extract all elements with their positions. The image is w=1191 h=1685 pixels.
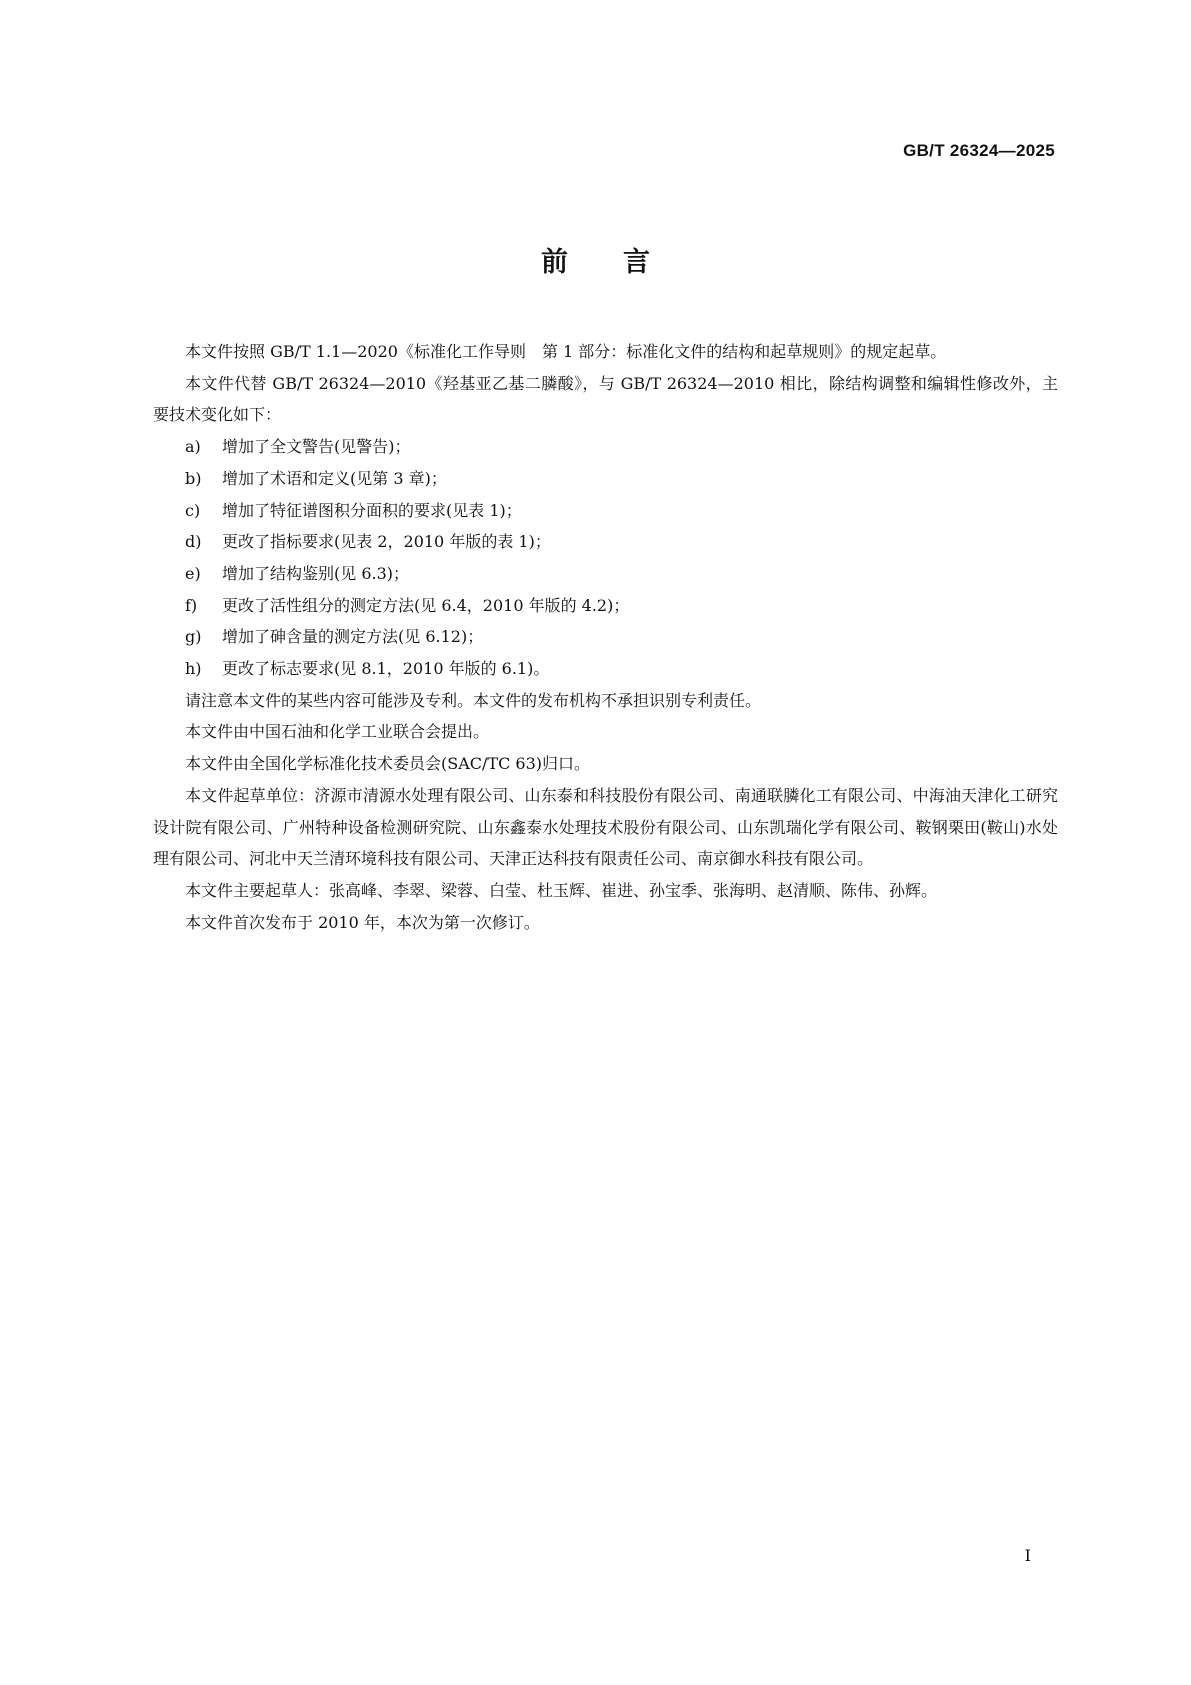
changes-list bbox=[153, 431, 1058, 685]
paragraph-drafters: 本文件主要起草人：张高峰、李翠、梁蓉、白莹、杜玉辉、崔进、孙宝季、张海明、赵清顺、陈伟、孙辉。 bbox=[185, 880, 938, 900]
list-item-text: 增加了结构鉴别(见 6.3)； bbox=[222, 563, 410, 583]
paragraph-patent-notice: 请注意本文件的某些内容可能涉及专利。本文件的发布机构不承担识别专利责任。 bbox=[185, 690, 762, 710]
list-item bbox=[153, 590, 1058, 622]
list-item-text: 增加了全文警告(见警告)； bbox=[222, 437, 411, 457]
list-marker: h) bbox=[185, 659, 202, 679]
standard-number: GB/T 26324—2025 bbox=[903, 141, 1055, 160]
page-number: I bbox=[1024, 1546, 1031, 1565]
list-item-text: 更改了标志要求(见 8.1，2010 年版的 6.1)。 bbox=[222, 659, 550, 679]
paragraph-proposer: 本文件由中国石油和化学工业联合会提出。 bbox=[185, 722, 490, 742]
list-item-text: 更改了指标要求(见表 2，2010 年版的表 1)； bbox=[222, 532, 551, 552]
list-item bbox=[153, 621, 1058, 653]
list-item-text: 增加了术语和定义(见第 3 章)； bbox=[222, 468, 447, 488]
list-marker: b) bbox=[185, 468, 202, 488]
list-item bbox=[153, 431, 1058, 463]
paragraph-replacement: 本文件代替 GB/T 26324—2010《羟基亚乙基二膦酸》，与 GB/T 26324—2010 相比，除结构调整和编辑性修改外，主要技术变化如下： bbox=[153, 373, 1058, 425]
foreword-body bbox=[153, 336, 1058, 938]
list-item-text: 增加了砷含量的测定方法(见 6.12)； bbox=[222, 627, 484, 647]
paragraph-committee: 本文件由全国化学标准化技术委员会(SAC/TC 63)归口。 bbox=[185, 754, 590, 774]
paragraph-drafting-rules: 本文件按照 GB/T 1.1—2020《标准化工作导则 第 1 部分：标准化文件的结构和起草规则》的规定起草。 bbox=[185, 342, 947, 361]
list-marker: g) bbox=[185, 627, 202, 647]
list-item bbox=[153, 495, 1058, 527]
list-item bbox=[153, 526, 1058, 558]
list-item bbox=[153, 558, 1058, 590]
list-item-text: 更改了活性组分的测定方法(见 6.4，2010 年版的 4.2)； bbox=[222, 595, 630, 615]
list-marker: f) bbox=[185, 595, 198, 615]
list-item-text: 增加了特征谱图积分面积的要求(见表 1)； bbox=[222, 500, 522, 520]
list-marker: e) bbox=[185, 563, 201, 583]
list-marker: c) bbox=[185, 500, 201, 520]
paragraph-history: 本文件首次发布于 2010 年，本次为第一次修订。 bbox=[185, 912, 540, 932]
paragraph-drafting-units: 本文件起草单位：济源市清源水处理有限公司、山东泰和科技股份有限公司、南通联膦化工有限公司、中海油天津化工研究设计院有限公司、广州特种设备检测研究院、山东鑫泰水处理技术股份有限公司、山东凯瑞化学有限公司、鞍钢栗田(鞍山)水处理有限公司、河北中天兰清环境科技有限公司、天津正达科技有限责任公司、南京御水科技有限公司。 bbox=[153, 785, 1058, 869]
list-marker: d) bbox=[185, 532, 202, 552]
page-title: 前言 bbox=[541, 247, 705, 278]
list-item bbox=[153, 653, 1058, 685]
list-item bbox=[153, 463, 1058, 495]
list-marker: a) bbox=[185, 437, 201, 457]
